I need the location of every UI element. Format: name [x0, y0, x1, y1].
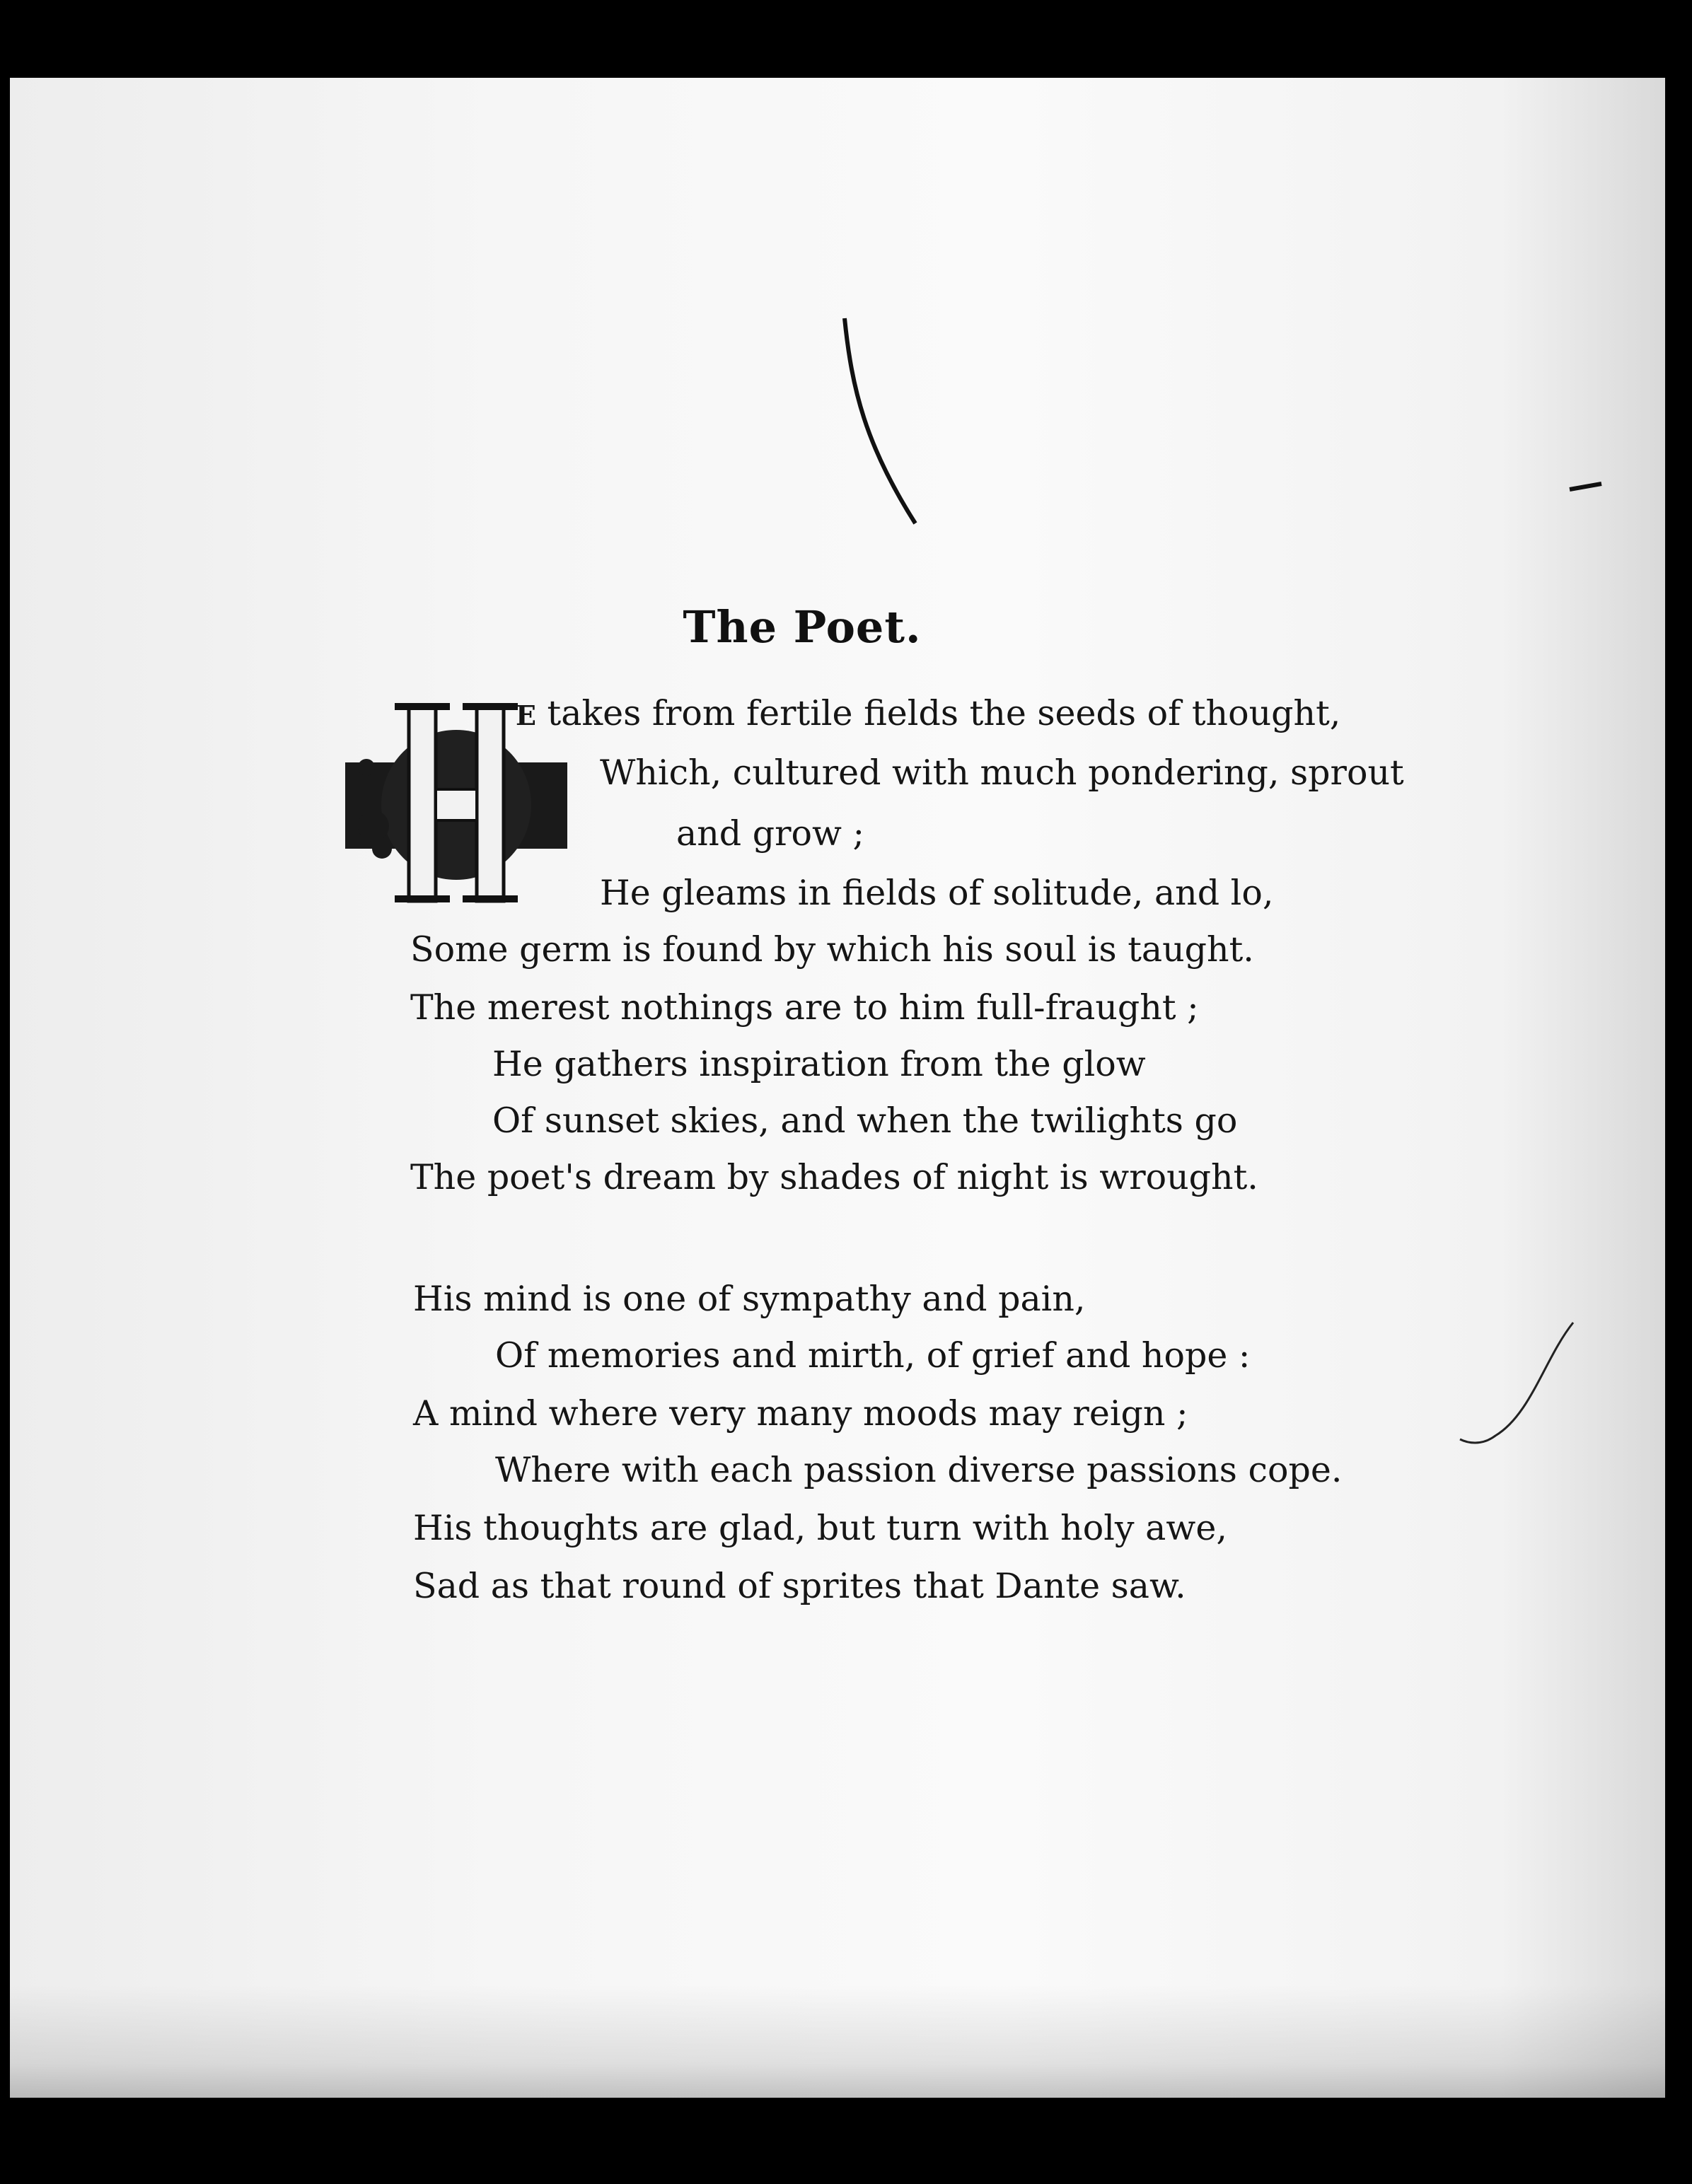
- poem-line: Of memories and mirth, of grief and hope :: [495, 1335, 1251, 1376]
- poem-line: Sad as that round of sprites that Dante saw.: [413, 1566, 1186, 1606]
- poem-line: He gleams in fields of solitude, and lo,: [600, 873, 1274, 913]
- poem-line: His mind is one of sympathy and pain,: [413, 1279, 1086, 1319]
- scan-border-top: [0, 0, 1692, 78]
- poem-line: and grow ;: [676, 813, 865, 854]
- scan-border-bottom: [0, 2098, 1692, 2184]
- poem-line: His thoughts are glad, but turn with holy awe,: [413, 1508, 1227, 1548]
- poem-line: He gathers inspiration from the glow: [492, 1044, 1146, 1084]
- poem-line: Of sunset skies, and when the twilights go: [492, 1100, 1238, 1141]
- poem-title: The Poet.: [683, 601, 922, 653]
- page: [10, 78, 1665, 2098]
- pen-stroke-mark: [1566, 474, 1609, 502]
- pen-stroke-mark: [1453, 1294, 1594, 1506]
- pen-stroke-mark: [823, 304, 937, 587]
- poem-line: The merest nothings are to him full-fraught ;: [410, 987, 1199, 1028]
- first-line-initial: E: [516, 699, 536, 731]
- poem-line-1: [516, 693, 1341, 733]
- first-line-text: takes from fertile fields the seeds of thought,: [547, 693, 1341, 733]
- poem-line: A mind where very many moods may reign ;: [413, 1393, 1188, 1434]
- poem-line: The poet's dream by shades of night is wrought.: [410, 1157, 1258, 1197]
- poem-line: Where with each passion diverse passions cope.: [495, 1450, 1343, 1490]
- poem-line: Some germ is found by which his soul is taught.: [410, 929, 1254, 970]
- poem-line: Which, cultured with much pondering, sprout: [600, 753, 1404, 793]
